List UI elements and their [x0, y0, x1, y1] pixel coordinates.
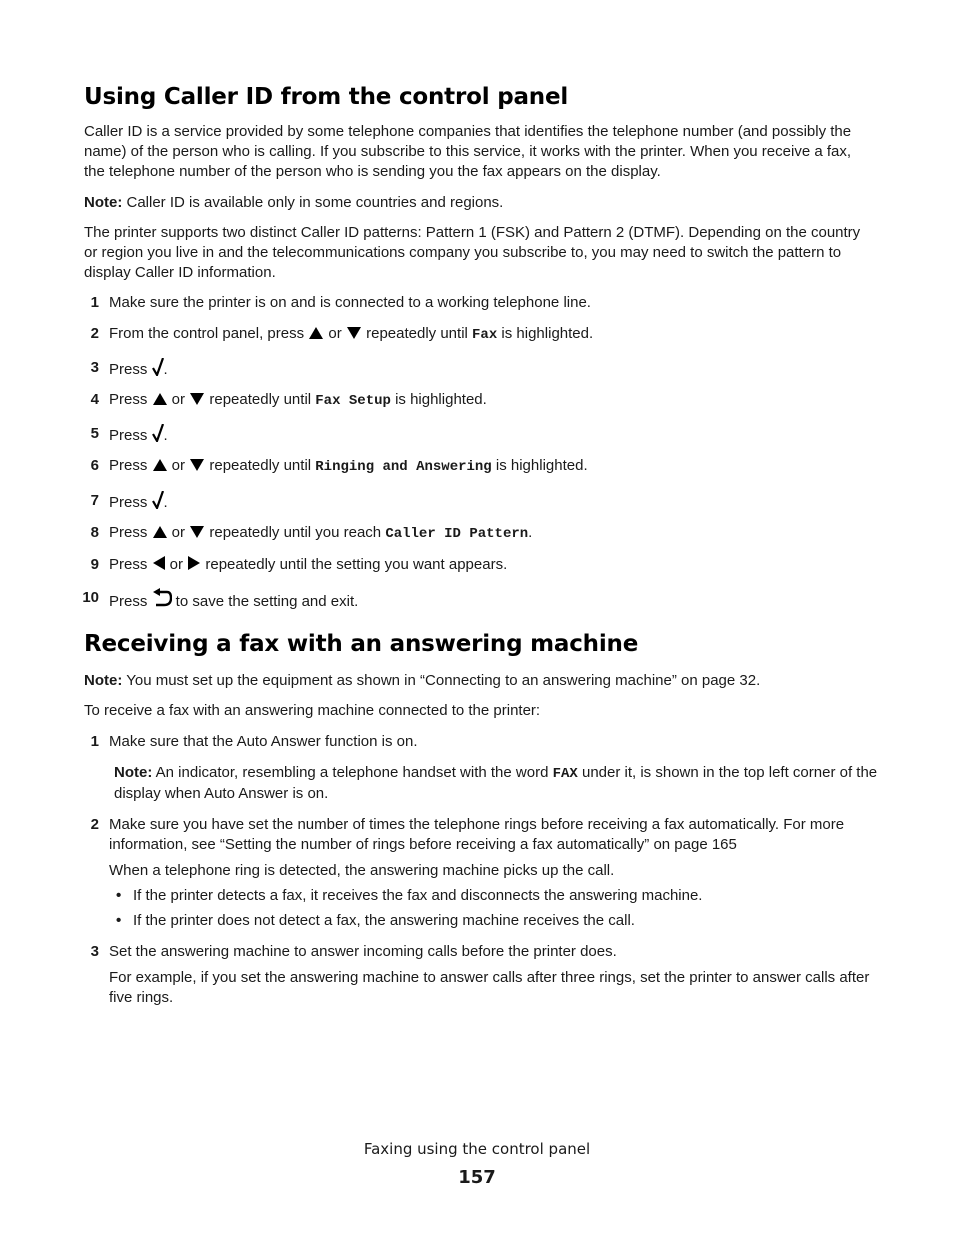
step-4 — [70, 390, 880, 412]
menu-item-code: Ringing and Answering — [315, 459, 492, 475]
bullet-dot: • — [116, 887, 122, 904]
step-text: Press or repeatedly until you reach Caller ID Pattern. — [109, 524, 533, 542]
am-step-1-note — [114, 763, 879, 804]
step-text: Press . — [109, 424, 168, 446]
checkmark-icon — [152, 358, 164, 376]
step-text: Press or repeatedly until the setting you want appears. — [109, 556, 508, 573]
step-text: Set the answering machine to answer incoming calls before the printer does. — [109, 943, 617, 960]
caller-id-intro-paragraph — [84, 122, 874, 182]
step-number: 3 — [90, 359, 99, 376]
step-number: 6 — [90, 457, 99, 474]
note-label: Note: — [84, 672, 123, 689]
step-text: Press or repeatedly until Fax Setup is highlighted. — [109, 391, 487, 409]
step-text: From the control panel, press or repeatedly until Fax is highlighted. — [109, 325, 594, 343]
step-text: Make sure you have set the number of times the telephone rings before receiving a fax automatically. For more information, see “Setting the number of rings before receiving a fax automatically” on page 165 — [109, 816, 845, 853]
step-number: 7 — [90, 492, 99, 509]
step-7 — [70, 491, 880, 513]
step-text: Press to save the setting and exit. — [109, 588, 358, 612]
note-text: Caller ID is available only in some countries and regions. — [122, 194, 504, 211]
step-number: 10 — [82, 589, 99, 606]
menu-item-code: Fax — [472, 327, 498, 343]
step-3 — [70, 358, 880, 380]
bullet-dot: • — [116, 912, 122, 929]
footer-chapter-title: Faxing using the control panel — [363, 1140, 591, 1158]
note-text: You must set up the equipment as shown in “Connecting to an answering machine” on page 32. — [122, 672, 761, 689]
menu-item-code: FAX — [552, 766, 578, 782]
page-number: 157 — [458, 1167, 496, 1188]
answering-machine-note — [84, 671, 874, 691]
step-text: Press . — [109, 358, 168, 380]
note-text: under it, is shown in the top left corner of the display when Auto Answer is on. — [114, 764, 878, 802]
step-8 — [70, 523, 880, 545]
up-arrow-icon — [152, 392, 168, 406]
am-step-3 — [70, 942, 880, 964]
left-arrow-icon — [152, 555, 166, 571]
step-text: Press or repeatedly until Ringing and Answering is highlighted. — [109, 457, 588, 475]
step-text: Make sure the printer is on and is connected to a working telephone line. — [109, 294, 591, 311]
am-step-2-detail — [109, 861, 879, 881]
bullet-text: If the printer detects a fax, it receives the fax and disconnects the answering machine. — [133, 887, 703, 904]
note-label: Note: — [114, 764, 153, 781]
answering-machine-intro — [84, 701, 874, 721]
down-arrow-icon — [346, 326, 362, 340]
step-text: Press . — [109, 491, 168, 513]
menu-item-code: Fax Setup — [315, 393, 391, 409]
checkmark-icon — [152, 424, 164, 442]
step-text: Make sure that the Auto Answer function is on. — [109, 733, 418, 750]
up-arrow-icon — [152, 458, 168, 472]
back-icon — [152, 588, 172, 608]
step-2 — [70, 324, 880, 346]
step-number: 9 — [90, 556, 99, 573]
step-number: 2 — [90, 816, 99, 833]
paragraph-text: Caller ID is a service provided by some telephone companies that identifies the telephone number (and possibly the name) of the person who is calling. If you subscribe to this service, it works with the printer. When you receive a fax, the telephone number of the person who is sending you the fax appears on the display. — [84, 123, 852, 180]
caller-id-patterns-paragraph — [84, 223, 874, 283]
up-arrow-icon — [152, 525, 168, 539]
am-step-3-detail — [109, 968, 879, 1008]
up-arrow-icon — [308, 326, 324, 340]
section-heading-caller-id: Using Caller ID from the control panel — [84, 84, 569, 110]
step-number: 5 — [90, 425, 99, 442]
menu-item-code: Caller ID Pattern — [385, 526, 529, 542]
step-10 — [70, 588, 880, 610]
step-detail-text: For example, if you set the answering machine to answer calls after three rings, set the printer to answer calls after five rings. — [109, 969, 870, 1006]
checkmark-icon — [152, 491, 164, 509]
paragraph-text: The printer supports two distinct Caller ID patterns: Pattern 1 (FSK) and Pattern 2 (DTMF). Depending on the country or region you live in and the telecommunications company you subscribe to, you may need to switch the pattern to display Caller ID information. — [84, 224, 861, 281]
step-6 — [70, 456, 880, 478]
note-text: An indicator, resembling a telephone handset with the word — [152, 764, 553, 781]
paragraph-text: To receive a fax with an answering machine connected to the printer: — [84, 702, 541, 719]
step-number: 8 — [90, 524, 99, 541]
step-number: 3 — [90, 943, 99, 960]
step-number: 4 — [90, 391, 99, 408]
step-5 — [70, 424, 880, 446]
bullet-text: If the printer does not detect a fax, the answering machine receives the call. — [133, 912, 635, 929]
right-arrow-icon — [187, 555, 201, 571]
down-arrow-icon — [189, 392, 205, 406]
am-step-1 — [70, 732, 880, 754]
caller-id-note — [84, 193, 874, 213]
step-number: 2 — [90, 325, 99, 342]
section-heading-answering-machine: Receiving a fax with an answering machine — [84, 631, 639, 657]
step-number: 1 — [90, 294, 99, 311]
step-detail-text: When a telephone ring is detected, the answering machine picks up the call. — [109, 862, 615, 879]
down-arrow-icon — [189, 525, 205, 539]
note-label: Note: — [84, 194, 123, 211]
step-number: 1 — [90, 733, 99, 750]
step-1 — [70, 293, 880, 315]
step-9 — [70, 555, 880, 577]
down-arrow-icon — [189, 458, 205, 472]
